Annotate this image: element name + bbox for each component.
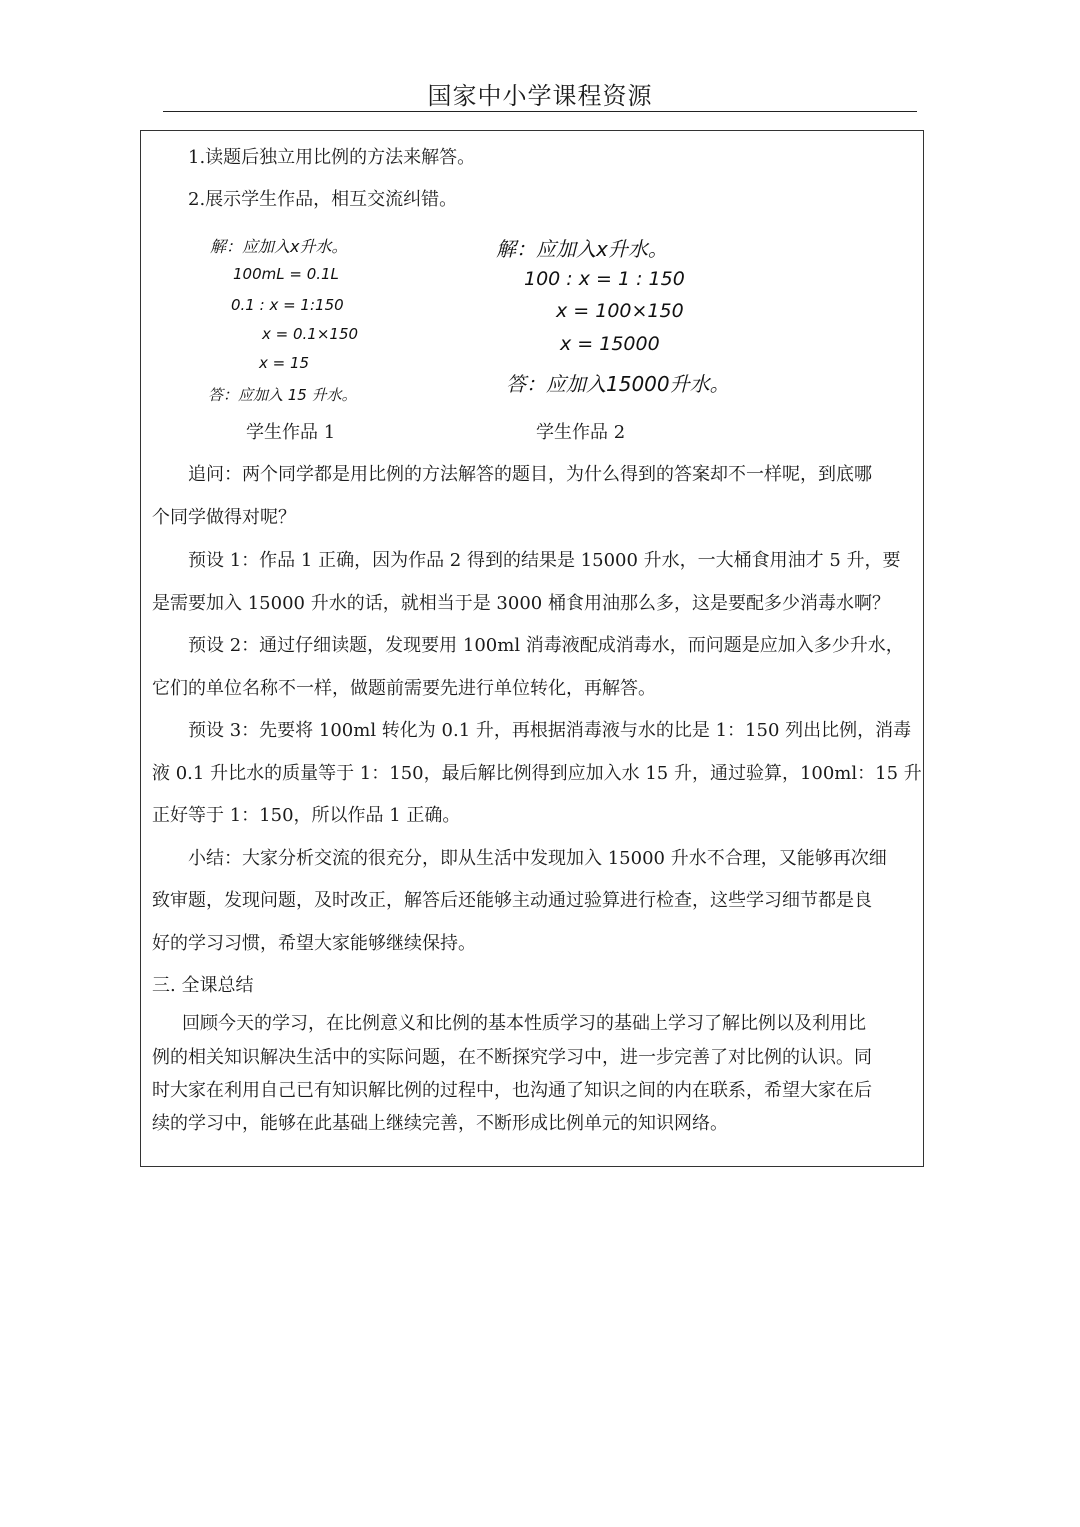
- work1-line: 答：应加入 15 升水。: [208, 386, 357, 404]
- work1-line: 100mL = 0.1L: [233, 265, 339, 283]
- work1-line: 0.1 : x = 1:150: [231, 296, 344, 314]
- preset-1-line: 是需要加入 15000 升水的话，就相当于是 3000 桶食用油那么多，这是要配多少消毒水啊？: [152, 593, 890, 614]
- summary-line: 致审题，发现问题，及时改正，解答后还能够主动通过验算进行检查，这些学习细节都是良: [152, 890, 872, 911]
- section3-line: 例的相关知识解决生活中的实际问题，在不断探究学习中，进一步完善了对比例的认识。同: [152, 1047, 872, 1068]
- section3-line: 时大家在利用自己已有知识解比例的过程中，也沟通了知识之间的内在联系，希望大家在后: [152, 1080, 872, 1101]
- preset-1-line: 预设 1：作品 1 正确，因为作品 2 得到的结果是 15000 升水，一大桶食用油才 5 升，要: [188, 550, 901, 571]
- page-header-title: 国家中小学课程资源: [427, 82, 653, 110]
- work1-line: x = 15: [259, 354, 310, 372]
- work2-line: x = 100×150: [556, 300, 684, 322]
- step-1: 1.读题后独立用比例的方法来解答。: [188, 147, 476, 168]
- followup-line: 个同学做得对呢？: [152, 507, 296, 528]
- preset-2-line: 预设 2：通过仔细读题，发现要用 100ml 消毒液配成消毒水，而问题是应加入多少升水，: [188, 635, 904, 656]
- section3-line: 续的学习中，能够在此基础上继续完善，不断形成比例单元的知识网络。: [152, 1113, 728, 1134]
- work2-caption: 学生作品 2: [536, 422, 626, 443]
- step-2: 2.展示学生作品，相互交流纠错。: [188, 189, 458, 210]
- preset-3-line: 正好等于 1：150，所以作品 1 正确。: [152, 805, 461, 826]
- section-heading: 三. 全课总结: [152, 975, 254, 996]
- work2-line: 答：应加入15000升水。: [506, 372, 730, 396]
- preset-3-line: 液 0.1 升比水的质量等于 1：150，最后解比例得到应加入水 15 升，通过验算，100ml：15 升: [152, 763, 922, 784]
- work2-line: x = 15000: [560, 333, 660, 355]
- work1-line: 解：应加入x升水。: [210, 237, 348, 256]
- work1-caption: 学生作品 1: [246, 422, 336, 443]
- section3-line: 回顾今天的学习，在比例意义和比例的基本性质学习的基础上学习了解比例以及利用比: [182, 1013, 866, 1034]
- followup-line: 追问：两个同学都是用比例的方法解答的题目，为什么得到的答案却不一样呢，到底哪: [188, 464, 872, 485]
- summary-line: 小结：大家分析交流的很充分，即从生活中发现加入 15000 升水不合理，又能够再次细: [188, 848, 887, 869]
- preset-2-line: 它们的单位名称不一样，做题前需要先进行单位转化，再解答。: [152, 678, 656, 699]
- summary-line: 好的学习习惯，希望大家能够继续保持。: [152, 933, 476, 954]
- work1-line: x = 0.1×150: [262, 325, 359, 343]
- header-divider: [163, 111, 917, 112]
- preset-3-line: 预设 3：先要将 100ml 转化为 0.1 升，再根据消毒液与水的比是 1：150 列出比例，消毒: [188, 720, 912, 741]
- work2-line: 100 : x = 1 : 150: [524, 268, 685, 290]
- work2-line: 解：应加入x升水。: [496, 237, 668, 261]
